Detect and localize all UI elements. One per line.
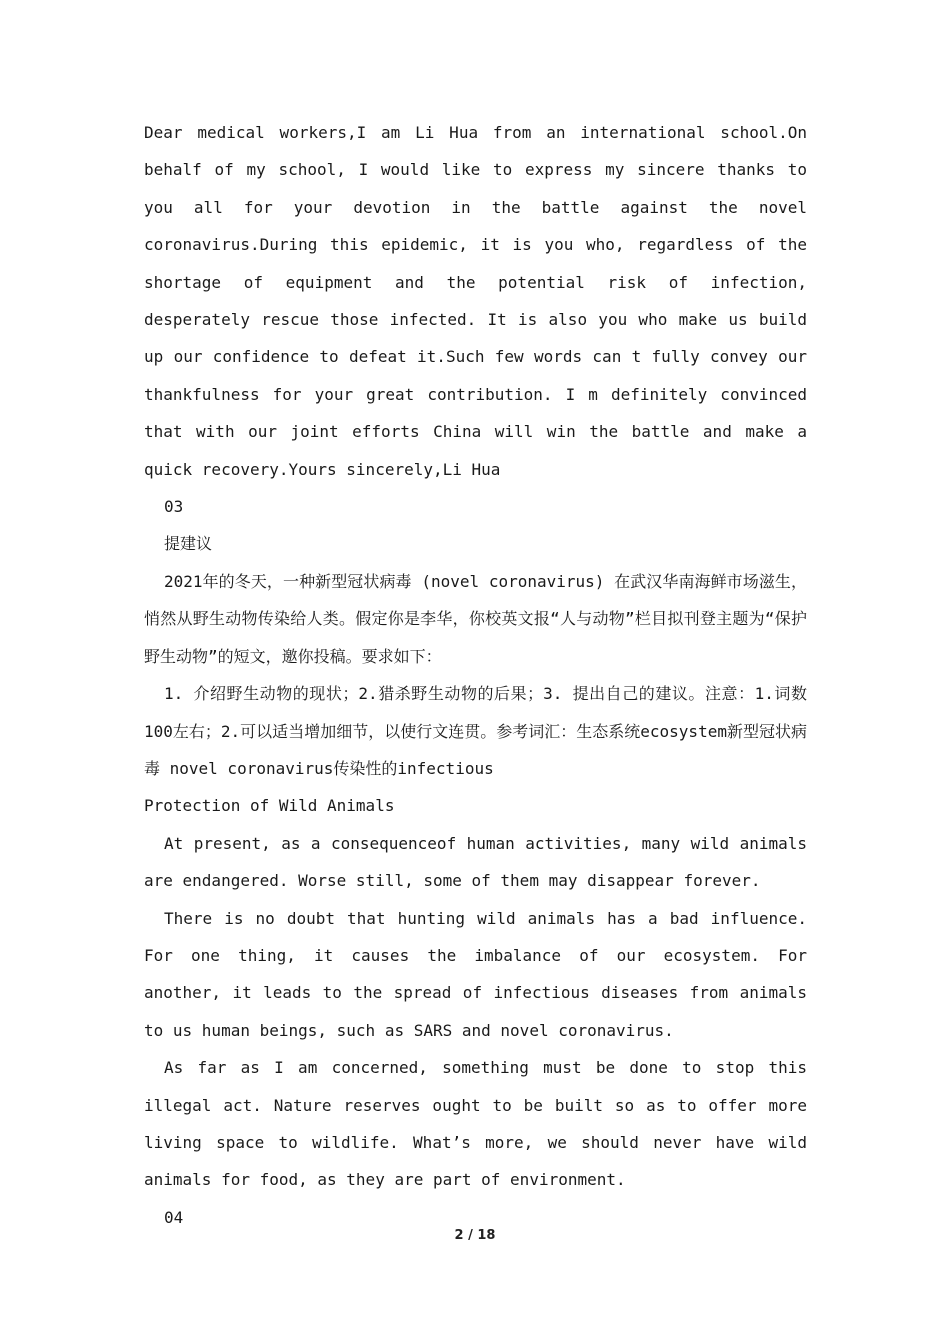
essay-paragraph: There is no doubt that hunting wild animals has a bad influence. For one thing, it causes the imbalance of our ecosystem. For another, it leads to the spread of infectious diseases from animals to us human beings, such as SARS and novel coronavirus. <box>144 908 807 1040</box>
section-number: 03 <box>164 497 184 517</box>
letter-paragraph: Dear medical workers,I am Li Hua from an international school.On behalf of my school, I would like to express my sincere thanks to you all for your devotion in the battle against the novel coronavirus.During this epidemic, it is you who, regardless of the shortage of equipment and the potential risk of infection, desperately rescue those infected. It is also you who make us build up our confidence to defeat it.Such few words can t fully convey our thankfulness for your great contribution. I m definitely convinced that with our joint efforts China will win the battle and make a quick recovery.Yours sincerely,Li Hua <box>144 123 807 479</box>
essay-title: Protection of Wild Animals <box>144 796 395 816</box>
essay-paragraph: At present, as a consequenceof human activities, many wild animals are endangered. Worse still, some of them may disappear forever. <box>144 833 807 891</box>
section-number: 04 <box>164 1207 184 1227</box>
section-heading: 提建议 <box>164 534 213 554</box>
task-requirements: 1. 介绍野生动物的现状；2.猎杀野生动物的后果；3. 提出自己的建议。注意：1.词数100左右；2.可以适当增加细节，以使行文连贯。参考词汇：生态系统ecosystem新型冠状病毒 novel coronavirus传染性的infectious <box>144 684 807 778</box>
document-body <box>144 114 807 1236</box>
task-prompt: 2021年的冬天，一种新型冠状病毒 (novel coronavirus) 在武汉华南海鲜市场滋生，悄然从野生动物传染给人类。假定你是李华，你校英文报“人与动物”栏目拟刊登主题为“保护野生动物”的短文，邀你投稿。要求如下： <box>144 571 807 666</box>
essay-paragraph: As far as I am concerned, something must be done to stop this illegal act. Nature reserves ought to be built so as to offer more living space to wildlife. What’s more, we should never have wild animals for food, as they are part of environment. <box>144 1058 807 1190</box>
page-number: 2 / 18 <box>454 1228 496 1243</box>
